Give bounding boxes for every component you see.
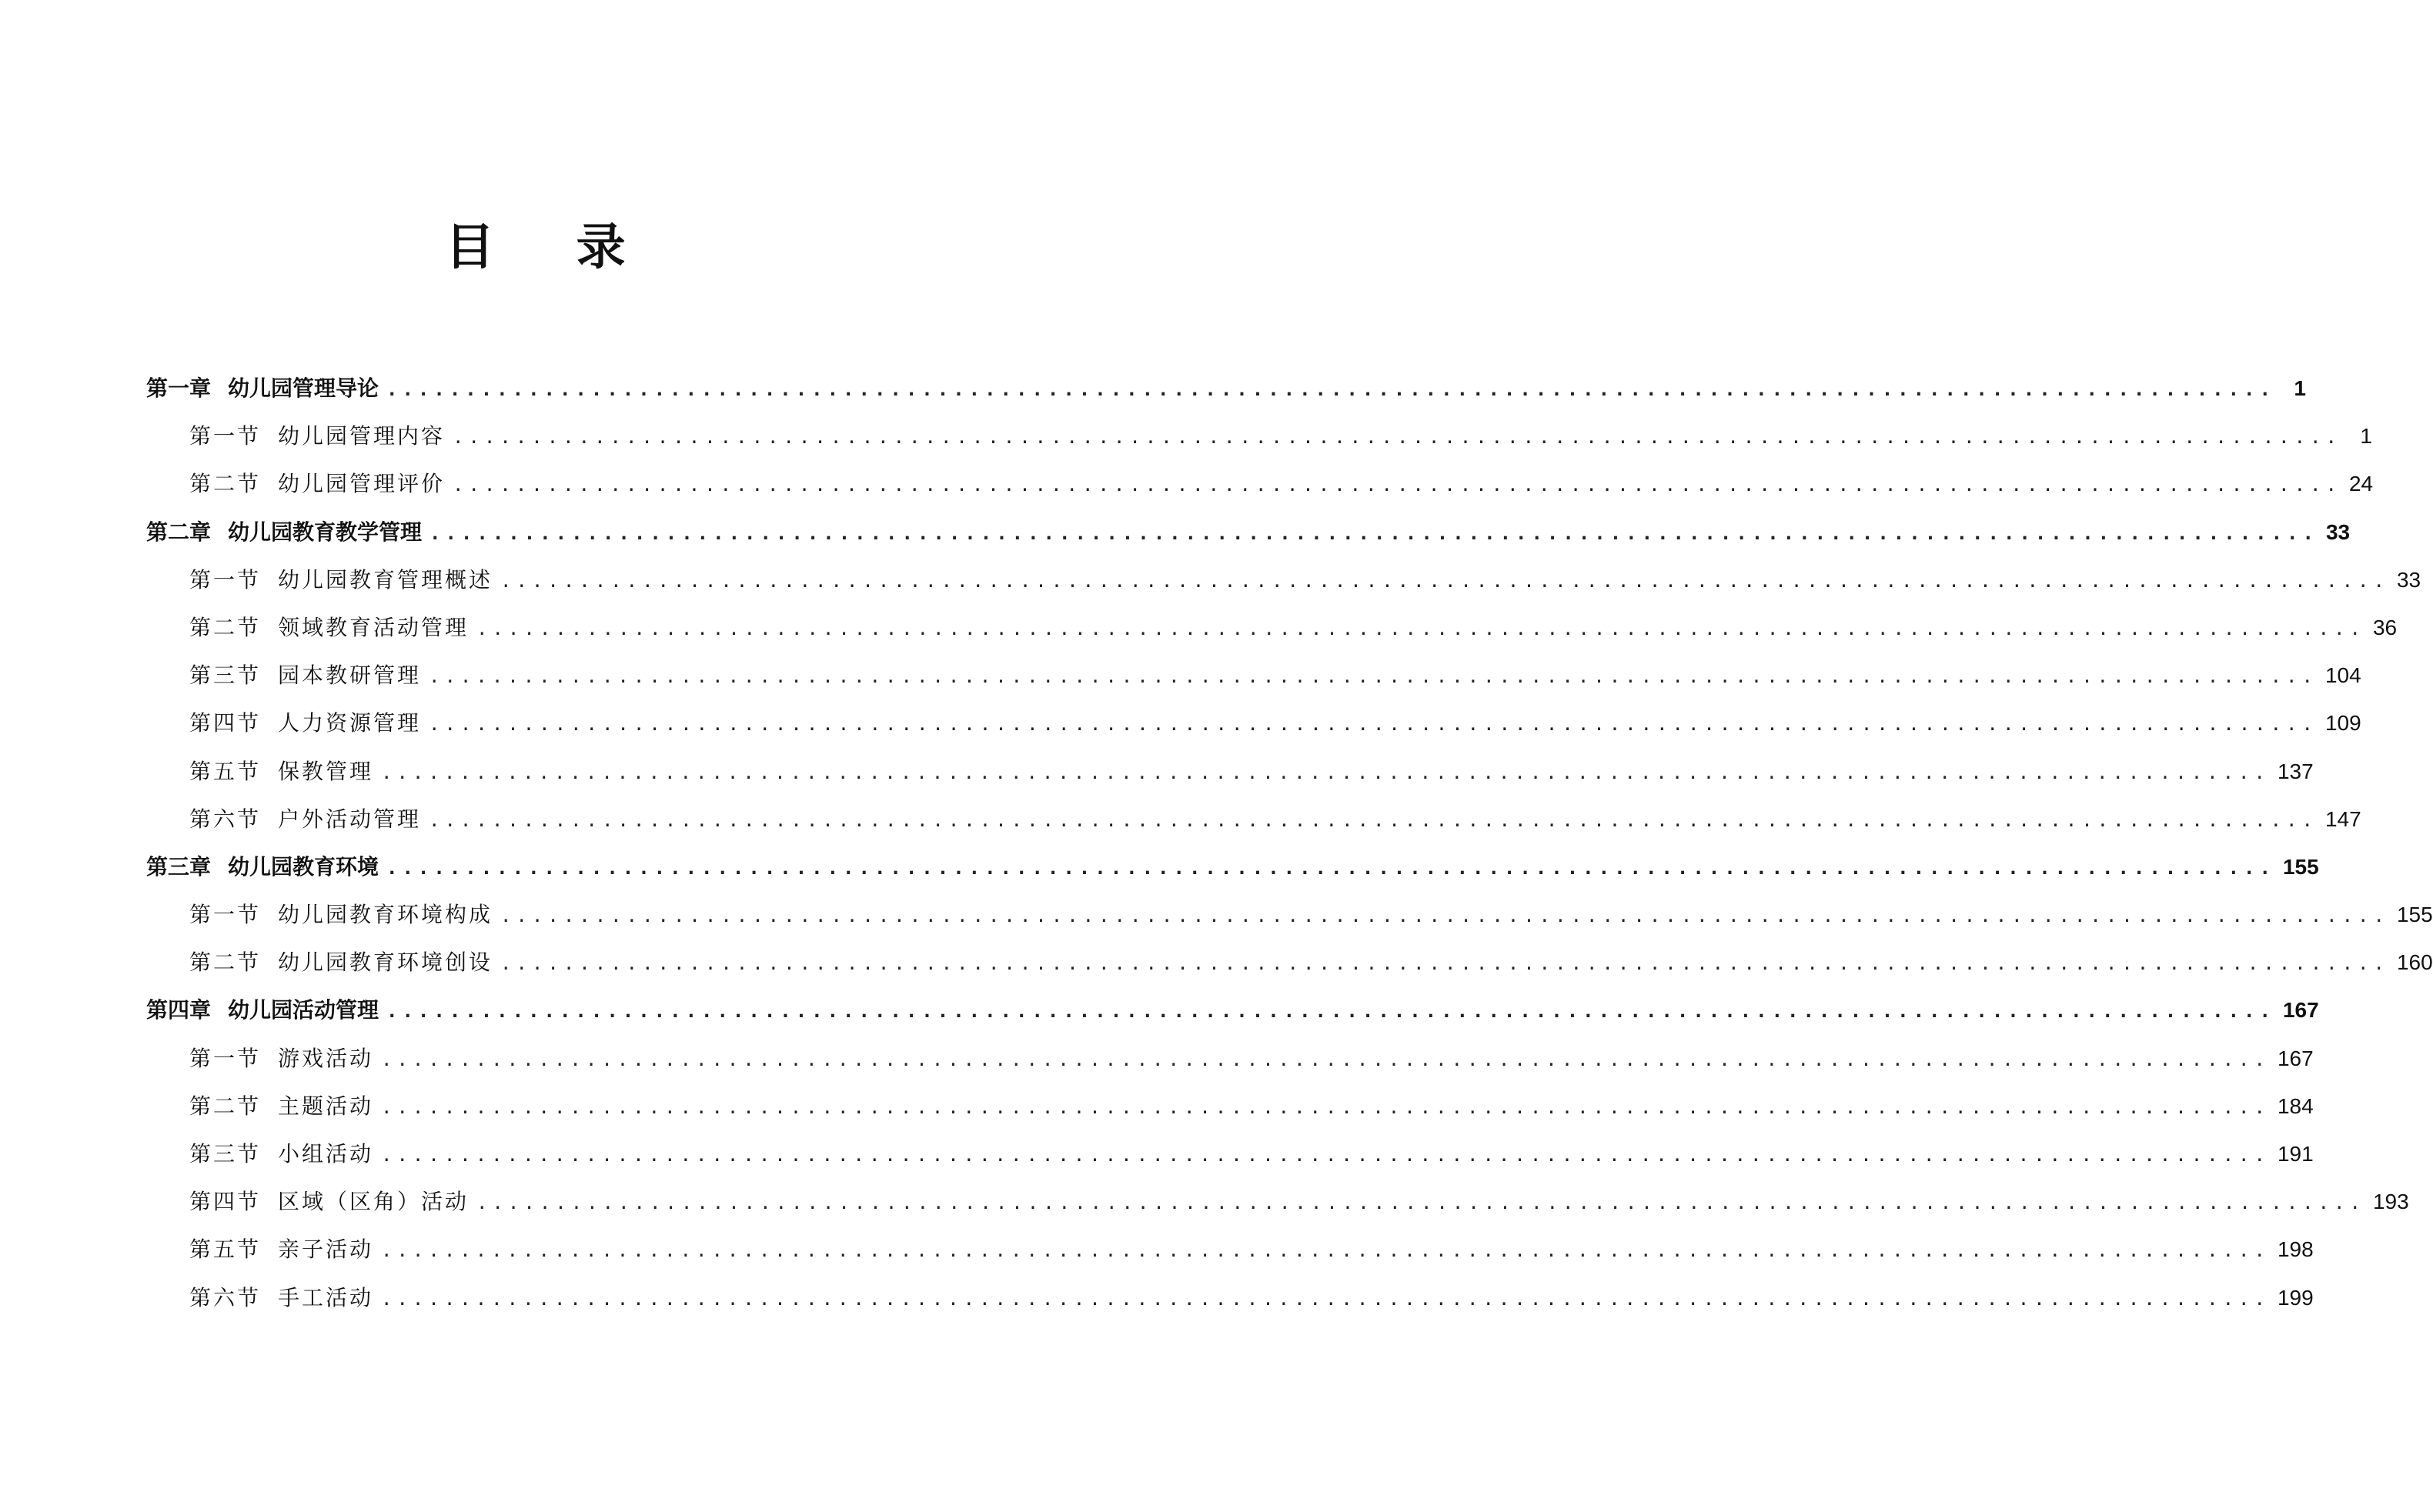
toc-chapter-entry[interactable] [146,843,2319,891]
toc-dot-leader: ........................................................................................................................ [381,1144,2270,1166]
toc-page-number: 184 [2277,1093,2314,1118]
toc-dot-leader: ........................................................................................................................ [429,666,2318,688]
toc-entry-label [189,796,421,843]
toc-section-entry[interactable] [146,699,2361,747]
toc-section-entry[interactable] [146,796,2361,843]
toc-entry-number: 第一节 [189,902,262,928]
toc-entry-number: 第三章 [146,853,212,879]
toc-dot-leader: ........................................................................................................................ [429,809,2318,831]
toc-dot-leader: ........................................................................................................................ [381,1287,2270,1310]
toc-chapter-entry[interactable] [146,509,2351,556]
toc-dot-leader: ........................................................................................................................ [453,426,2341,449]
toc-entry-label [189,699,421,747]
toc-entry-title: 人力资源管理 [278,710,422,736]
toc-dot-leader: ........................................................................................................................ [381,1048,2270,1070]
toc-dot-leader: ........................................................................................................................ [381,1096,2270,1118]
toc-dot-leader: ........................................................................................................................ [500,905,2389,927]
toc-section-entry[interactable] [146,556,2421,604]
toc-entry-title: 幼儿园活动管理 [228,997,379,1023]
toc-entry-number: 第四节 [189,1189,262,1215]
toc-entry-title: 游戏活动 [278,1045,374,1071]
toc-section-entry[interactable] [146,412,2372,460]
toc-dot-leader: ........................................................................................................................ [476,617,2365,639]
page-title: 目 录 [445,219,658,276]
toc-section-entry[interactable] [146,652,2361,699]
toc-entry-number: 第二节 [189,1093,262,1119]
toc-dot-leader: ........................................................................................................................ [429,713,2318,736]
toc-entry-label [146,986,379,1034]
toc-section-entry[interactable] [146,939,2433,986]
toc-entry-title: 保教管理 [278,758,374,784]
toc-entry-number: 第三节 [189,663,262,689]
toc-entry-number: 第三节 [189,1141,262,1167]
toc-dot-leader: ........................................................................................................................ [381,1240,2270,1262]
toc-dot-leader: ........................................................................................................................ [500,569,2389,592]
toc-entry-label [189,604,469,652]
toc-entry-title: 区域（区角）活动 [278,1189,470,1215]
toc-chapter-entry[interactable] [146,986,2319,1034]
toc-page-number: 199 [2277,1285,2314,1310]
toc-section-entry[interactable] [146,1274,2314,1322]
toc-section-entry[interactable] [146,1226,2314,1273]
toc-entry-number: 第六节 [189,806,262,832]
toc-entry-number: 第五节 [189,758,262,784]
toc-page-number: 109 [2324,711,2361,736]
toc-section-entry[interactable] [146,1130,2314,1178]
toc-page-number: 33 [2396,567,2421,592]
toc-entry-label [189,1130,373,1178]
toc-dot-leader: ........................................................................................................................ [381,761,2270,783]
toc-page-number: 198 [2277,1237,2314,1262]
toc-page-number: 36 [2372,615,2398,639]
toc-entry-title: 幼儿园管理内容 [278,423,446,449]
toc-dot-leader: ........................................................................................................................ [386,856,2275,879]
toc-entry-number: 第六节 [189,1284,262,1310]
toc-section-entry[interactable] [146,891,2433,939]
toc-entry-number: 第一节 [189,566,262,592]
toc-entry-title: 幼儿园管理评价 [278,471,446,497]
toc-entry-number: 第一节 [189,1045,262,1071]
toc-entry-label [189,1083,373,1130]
toc-entry-number: 第二节 [189,471,262,497]
toc-entry-label [146,843,379,891]
toc-entry-label [189,652,421,699]
toc-entry-title: 小组活动 [278,1141,374,1167]
toc-entry-title: 幼儿园教育环境 [228,853,379,879]
toc-entry-title: 领域教育活动管理 [278,614,470,640]
toc-chapter-entry[interactable] [146,365,2306,412]
toc-section-entry[interactable] [146,1083,2314,1130]
toc-dot-leader: ........................................................................................................................ [386,379,2275,400]
table-of-contents [146,365,2433,1322]
toc-entry-number: 第四节 [189,710,262,736]
toc-dot-leader: ........................................................................................................................ [453,474,2341,496]
toc-page-number: 155 [2282,854,2319,879]
toc-entry-label [189,939,493,986]
toc-page-number: 167 [2277,1046,2314,1070]
toc-entry-label [189,891,493,939]
toc-entry-label [189,412,445,460]
toc-entry-number: 第二章 [146,519,212,545]
toc-page-number: 147 [2324,806,2361,831]
toc-page-number: 1 [2294,376,2306,400]
toc-entry-title: 亲子活动 [278,1237,374,1263]
toc-entry-number: 第四章 [146,997,212,1023]
toc-entry-title: 幼儿园教育管理概述 [278,566,493,592]
toc-entry-number: 第二节 [189,950,262,976]
toc-entry-label [146,509,422,556]
toc-section-entry[interactable] [146,748,2314,796]
toc-entry-label [146,365,379,412]
toc-entry-label [189,1274,373,1322]
toc-section-entry[interactable] [146,460,2374,508]
toc-page-number: 193 [2372,1190,2409,1214]
toc-entry-number: 第二节 [189,614,262,640]
toc-entry-label [189,1226,373,1273]
toc-entry-label [189,556,493,604]
toc-entry-number: 第一章 [146,375,212,401]
toc-page-number: 160 [2396,950,2433,975]
toc-entry-label [189,748,373,796]
toc-dot-leader: ........................................................................................................................ [476,1192,2365,1214]
toc-dot-leader: ........................................................................................................................ [386,1000,2275,1023]
toc-entry-label [189,1035,373,1083]
toc-entry-number: 第一节 [189,423,262,449]
toc-page-number: 1 [2360,424,2372,449]
toc-dot-leader: ........................................................................................................................ [429,522,2318,544]
toc-page-number: 24 [2348,472,2374,496]
toc-entry-title: 幼儿园管理导论 [228,375,379,401]
toc-entry-title: 户外活动管理 [278,806,422,832]
toc-entry-number: 第五节 [189,1237,262,1263]
toc-entry-title: 幼儿园教育教学管理 [228,519,423,545]
toc-entry-title: 园本教研管理 [278,663,422,689]
toc-entry-label [189,460,445,508]
toc-dot-leader: ........................................................................................................................ [500,953,2389,975]
toc-page-number: 167 [2282,998,2319,1023]
toc-entry-title: 手工活动 [278,1284,374,1310]
toc-page-number: 191 [2277,1142,2314,1166]
toc-page-number: 33 [2325,519,2351,544]
toc-page-number: 104 [2324,663,2361,688]
toc-section-entry[interactable] [146,1035,2314,1083]
toc-section-entry[interactable] [146,604,2398,652]
toc-page-number: 155 [2396,903,2433,927]
toc-page-number: 137 [2277,759,2314,783]
toc-entry-title: 主题活动 [278,1093,374,1119]
toc-entry-label [189,1178,469,1226]
toc-section-entry[interactable] [146,1178,2409,1226]
toc-entry-title: 幼儿园教育环境构成 [278,902,493,928]
toc-entry-title: 幼儿园教育环境创设 [278,950,493,976]
